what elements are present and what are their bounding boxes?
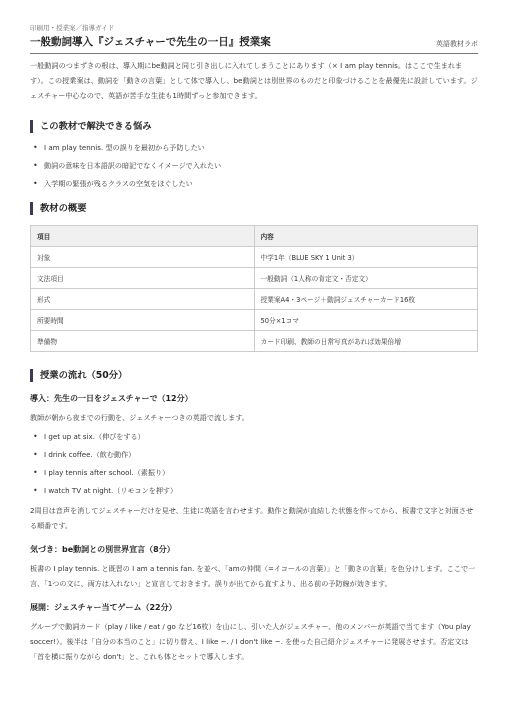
bullet-icon: • (33, 179, 38, 188)
table-cell: カード印刷、教師の日常写真があれば効果倍増 (254, 331, 478, 352)
table-row (31, 289, 478, 310)
list-item (30, 449, 478, 461)
table-cell: 文法項目 (31, 268, 255, 289)
table-cell: 中学1年（BLUE SKY 1 Unit 3） (254, 247, 478, 268)
bullet-icon: • (33, 468, 38, 477)
problems-list (30, 142, 478, 190)
intro-text: 教師が朝から夜までの行動を、ジェスチャーつきの英語で流します。 (30, 413, 249, 422)
awareness-text: 板書の I play tennis. と既習の I am a tennis fan. を並べ、「amの仲間（=イコールの言葉）」と「動きの言葉」を色分けします。ここで一言、「1つの文に、両方は入れない」と宣言しておきます。誤りが出てから直すより、出る前の予防線が効きます。 (30, 564, 476, 588)
table-row (31, 310, 478, 331)
list-item-text: I play tennis after school.（素振り） (44, 468, 170, 477)
table-row (31, 247, 478, 268)
list-item (30, 160, 478, 172)
column-header: 項目 (31, 226, 255, 247)
list-item-text: 入学期の緊張が残るクラスの空気をほぐしたい (44, 179, 193, 188)
list-item-text: I watch TV at night.（リモコンを押す） (44, 486, 178, 495)
bullet-icon: • (33, 161, 38, 170)
subheading-develop: 展開：ジェスチャー当てゲーム（22分） (30, 603, 177, 612)
table-cell: 形式 (31, 289, 255, 310)
bullet-icon: • (33, 450, 38, 459)
list-item (30, 485, 478, 497)
subheading-intro: 導入：先生の一日をジェスチャーで（12分） (30, 394, 193, 403)
list-item-text: I drink coffee.（飲む動作） (44, 450, 136, 459)
intro-note: 2周目は音声を消してジェスチャーだけを見せ、生徒に英語を言わせます。動作と動詞が直結した状態を作ってから、板書で文字と対面させる順番です。 (30, 506, 474, 530)
examples-list (30, 431, 478, 497)
table-cell: 所要時間 (31, 310, 255, 331)
page-title: 一般動詞導入『ジェスチャーで先生の一日』授業案 (30, 36, 271, 48)
develop-text: グループで動詞カード（play / like / eat / go など16枚）を山にし、引いた人がジェスチャー、他のメンバーが英語で当てます（You play soccer!）。後半は「自分の本当のこと」に切り替え、I like ~. / I don't like ~. を使った自己紹介ジェスチャーに発展させます。否定文は「首を横に振りながら don't」と、これも体とセットで導入します。 (30, 622, 471, 661)
list-item-text: I am play tennis. 型の誤りを最初から予防したい (44, 143, 205, 152)
table-cell: 授業案A4・3ページ＋動詞ジェスチャーカード16枚 (254, 289, 478, 310)
table-row (31, 268, 478, 289)
list-item-text: 動詞の意味を日本語訳の暗記でなくイメージで入れたい (44, 161, 222, 170)
list-item (30, 467, 478, 479)
list-item-text: I get up at six.（伸びをする） (44, 432, 145, 441)
list-item (30, 178, 478, 190)
section-heading-overview: 教材の概要 (30, 202, 478, 215)
table-row (31, 331, 478, 352)
title-row (30, 35, 478, 49)
table-header-row (31, 226, 478, 247)
list-item (30, 142, 478, 154)
table-cell: 対象 (31, 247, 255, 268)
brand-name: 英語教材ラボ (436, 40, 478, 48)
list-item (30, 431, 478, 443)
table-cell: 50分×1コマ (254, 310, 478, 331)
page (30, 0, 478, 664)
table-cell: 一般動詞（1人称の肯定文・否定文） (254, 268, 478, 289)
intro-paragraph: 一般動詞のつまずきの根は、導入期にbe動詞と同じ引き出しに入れてしまうことにあります（× I am play tennis。はここで生まれます）。この授業案は、動詞を「動きの言葉」として体で導入し、be動詞とは別世界のものだと印象づけることを最優先に設計しています。ジェスチャー中心なので、英語が苦手な生徒も1時間ずっと参加できます。 (30, 61, 478, 100)
subheading-awareness: 気づき：be動詞との別世界宣言（8分） (30, 545, 175, 554)
bullet-icon: • (33, 432, 38, 441)
section-heading-problems: この教材で解決できる悩み (30, 120, 478, 133)
bullet-icon: • (33, 486, 38, 495)
overview-table (30, 225, 478, 352)
bullet-icon: • (33, 143, 38, 152)
column-header: 内容 (254, 226, 478, 247)
title-divider (30, 53, 478, 54)
table-cell: 準備物 (31, 331, 255, 352)
kicker: 印刷用・授業案／指導ガイド (30, 24, 115, 32)
section-heading-flow: 授業の流れ（50分） (30, 369, 478, 382)
